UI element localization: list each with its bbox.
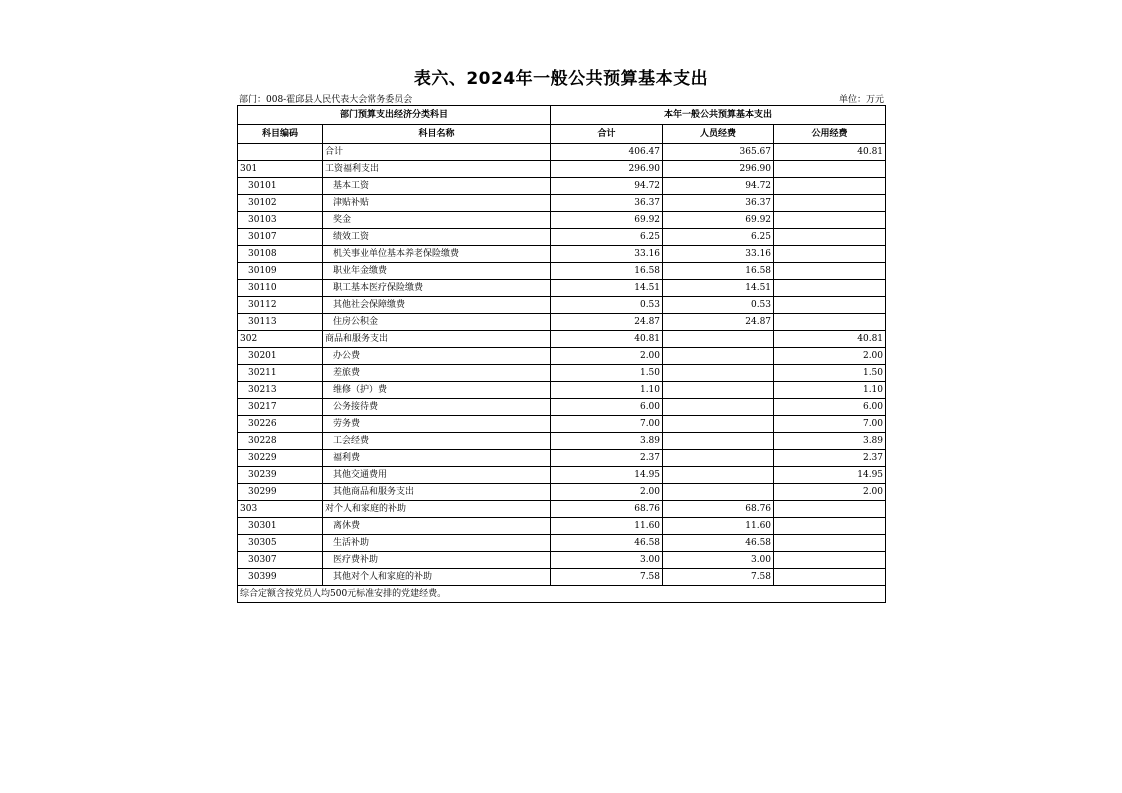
cell-name: 离休费 <box>323 518 551 535</box>
cell-personnel <box>663 433 774 450</box>
table-row <box>238 144 886 161</box>
cell-personnel: 3.00 <box>663 552 774 569</box>
cell-total: 40.81 <box>551 331 663 348</box>
cell-name: 住房公积金 <box>323 314 551 331</box>
cell-public <box>774 229 886 246</box>
cell-code: 30213 <box>238 382 323 399</box>
cell-total: 6.25 <box>551 229 663 246</box>
cell-name: 其他商品和服务支出 <box>323 484 551 501</box>
cell-total: 2.37 <box>551 450 663 467</box>
cell-public: 6.00 <box>774 399 886 416</box>
column-header-public: 公用经费 <box>774 125 886 144</box>
cell-personnel <box>663 399 774 416</box>
cell-personnel: 7.58 <box>663 569 774 586</box>
cell-total: 0.53 <box>551 297 663 314</box>
cell-personnel: 16.58 <box>663 263 774 280</box>
cell-total: 3.89 <box>551 433 663 450</box>
cell-code: 30307 <box>238 552 323 569</box>
cell-public <box>774 161 886 178</box>
column-header-code: 科目编码 <box>238 125 323 144</box>
cell-public <box>774 569 886 586</box>
cell-total: 24.87 <box>551 314 663 331</box>
cell-total: 2.00 <box>551 348 663 365</box>
cell-public <box>774 552 886 569</box>
cell-name: 其他对个人和家庭的补助 <box>323 569 551 586</box>
page-title: 表六、2024年一般公共预算基本支出 <box>413 69 709 89</box>
cell-name: 工资福利支出 <box>323 161 551 178</box>
table-row <box>238 484 886 501</box>
cell-code: 30110 <box>238 280 323 297</box>
table-row <box>238 518 886 535</box>
cell-personnel <box>663 348 774 365</box>
cell-public: 14.95 <box>774 467 886 484</box>
table-row <box>238 297 886 314</box>
cell-name: 差旅费 <box>323 365 551 382</box>
table-row <box>238 212 886 229</box>
cell-code: 30103 <box>238 212 323 229</box>
cell-personnel: 6.25 <box>663 229 774 246</box>
cell-public: 2.00 <box>774 484 886 501</box>
cell-personnel: 36.37 <box>663 195 774 212</box>
column-header-personnel: 人员经费 <box>663 125 774 144</box>
cell-personnel <box>663 450 774 467</box>
unit-label: 单位：万元 <box>838 95 884 105</box>
table-row <box>238 535 886 552</box>
table-row <box>238 382 886 399</box>
footnote: 综合定额含按党员人均500元标准安排的党建经费。 <box>238 586 886 603</box>
cell-name: 职业年金缴费 <box>323 263 551 280</box>
cell-code: 30217 <box>238 399 323 416</box>
cell-personnel: 69.92 <box>663 212 774 229</box>
cell-total: 46.58 <box>551 535 663 552</box>
cell-name: 其他社会保障缴费 <box>323 297 551 314</box>
cell-total: 7.00 <box>551 416 663 433</box>
cell-name: 机关事业单位基本养老保险缴费 <box>323 246 551 263</box>
cell-personnel <box>663 484 774 501</box>
cell-name: 福利费 <box>323 450 551 467</box>
cell-code: 30211 <box>238 365 323 382</box>
cell-name: 公务接待费 <box>323 399 551 416</box>
cell-code: 30102 <box>238 195 323 212</box>
cell-public: 2.00 <box>774 348 886 365</box>
cell-personnel: 46.58 <box>663 535 774 552</box>
cell-total: 7.58 <box>551 569 663 586</box>
cell-total: 69.92 <box>551 212 663 229</box>
table-row <box>238 450 886 467</box>
cell-public <box>774 535 886 552</box>
table-group-header-row <box>238 106 886 125</box>
table-row <box>238 433 886 450</box>
cell-total: 36.37 <box>551 195 663 212</box>
cell-personnel: 14.51 <box>663 280 774 297</box>
table-row <box>238 314 886 331</box>
table-row <box>238 178 886 195</box>
cell-total: 1.50 <box>551 365 663 382</box>
table-row <box>238 229 886 246</box>
cell-name: 商品和服务支出 <box>323 331 551 348</box>
footnote-row <box>238 586 886 603</box>
table-row <box>238 569 886 586</box>
cell-personnel: 33.16 <box>663 246 774 263</box>
cell-total: 1.10 <box>551 382 663 399</box>
cell-code: 30107 <box>238 229 323 246</box>
group-header-classification: 部门预算支出经济分类科目 <box>238 106 551 125</box>
table-row <box>238 280 886 297</box>
cell-code: 303 <box>238 501 323 518</box>
cell-public: 3.89 <box>774 433 886 450</box>
cell-public <box>774 297 886 314</box>
cell-personnel <box>663 331 774 348</box>
cell-code: 301 <box>238 161 323 178</box>
cell-code: 30109 <box>238 263 323 280</box>
cell-public: 7.00 <box>774 416 886 433</box>
cell-code: 30301 <box>238 518 323 535</box>
cell-name: 绩效工资 <box>323 229 551 246</box>
cell-public <box>774 263 886 280</box>
cell-name: 职工基本医疗保险缴费 <box>323 280 551 297</box>
cell-code: 30112 <box>238 297 323 314</box>
cell-public: 40.81 <box>774 331 886 348</box>
group-header-expenditure: 本年一般公共预算基本支出 <box>551 106 886 125</box>
cell-total: 14.95 <box>551 467 663 484</box>
cell-name: 其他交通费用 <box>323 467 551 484</box>
cell-public: 1.50 <box>774 365 886 382</box>
cell-public <box>774 518 886 535</box>
table-row <box>238 501 886 518</box>
cell-personnel: 11.60 <box>663 518 774 535</box>
cell-name: 生活补助 <box>323 535 551 552</box>
cell-name: 劳务费 <box>323 416 551 433</box>
cell-total: 406.47 <box>551 144 663 161</box>
cell-public <box>774 501 886 518</box>
cell-personnel <box>663 365 774 382</box>
cell-personnel <box>663 467 774 484</box>
cell-public: 40.81 <box>774 144 886 161</box>
column-header-total: 合计 <box>551 125 663 144</box>
cell-public <box>774 246 886 263</box>
cell-personnel: 24.87 <box>663 314 774 331</box>
cell-personnel: 365.67 <box>663 144 774 161</box>
cell-public <box>774 280 886 297</box>
table-row <box>238 399 886 416</box>
cell-name: 维修（护）费 <box>323 382 551 399</box>
cell-total: 94.72 <box>551 178 663 195</box>
cell-name: 医疗费补助 <box>323 552 551 569</box>
cell-total: 6.00 <box>551 399 663 416</box>
table-column-header-row <box>238 125 886 144</box>
cell-total: 16.58 <box>551 263 663 280</box>
table-row <box>238 331 886 348</box>
cell-public <box>774 195 886 212</box>
cell-code: 30399 <box>238 569 323 586</box>
table-row <box>238 246 886 263</box>
cell-total: 2.00 <box>551 484 663 501</box>
cell-personnel: 94.72 <box>663 178 774 195</box>
column-header-name: 科目名称 <box>323 125 551 144</box>
cell-code <box>238 144 323 161</box>
cell-code: 30228 <box>238 433 323 450</box>
cell-personnel <box>663 416 774 433</box>
cell-code: 30229 <box>238 450 323 467</box>
table-row <box>238 195 886 212</box>
table-row <box>238 348 886 365</box>
cell-code: 302 <box>238 331 323 348</box>
table-row <box>238 263 886 280</box>
table-row <box>238 467 886 484</box>
cell-code: 30305 <box>238 535 323 552</box>
cell-name: 对个人和家庭的补助 <box>323 501 551 518</box>
cell-public: 1.10 <box>774 382 886 399</box>
cell-public <box>774 178 886 195</box>
table-row <box>238 161 886 178</box>
cell-name: 奖金 <box>323 212 551 229</box>
table-body <box>238 144 886 586</box>
cell-personnel <box>663 382 774 399</box>
cell-name: 基本工资 <box>323 178 551 195</box>
cell-name: 合计 <box>323 144 551 161</box>
cell-public: 2.37 <box>774 450 886 467</box>
cell-code: 30108 <box>238 246 323 263</box>
cell-name: 津贴补贴 <box>323 195 551 212</box>
cell-code: 30113 <box>238 314 323 331</box>
cell-code: 30239 <box>238 467 323 484</box>
cell-code: 30201 <box>238 348 323 365</box>
department-label: 部门：008-霍邱县人民代表大会常务委员会 <box>239 95 413 105</box>
cell-personnel: 0.53 <box>663 297 774 314</box>
cell-name: 工会经费 <box>323 433 551 450</box>
cell-total: 14.51 <box>551 280 663 297</box>
cell-personnel: 68.76 <box>663 501 774 518</box>
table-row <box>238 416 886 433</box>
budget-table <box>237 105 886 603</box>
cell-total: 11.60 <box>551 518 663 535</box>
cell-name: 办公费 <box>323 348 551 365</box>
cell-code: 30226 <box>238 416 323 433</box>
cell-total: 68.76 <box>551 501 663 518</box>
cell-public <box>774 212 886 229</box>
cell-total: 296.90 <box>551 161 663 178</box>
table-row <box>238 552 886 569</box>
cell-total: 33.16 <box>551 246 663 263</box>
cell-public <box>774 314 886 331</box>
cell-code: 30101 <box>238 178 323 195</box>
table-row <box>238 365 886 382</box>
cell-personnel: 296.90 <box>663 161 774 178</box>
cell-code: 30299 <box>238 484 323 501</box>
cell-total: 3.00 <box>551 552 663 569</box>
